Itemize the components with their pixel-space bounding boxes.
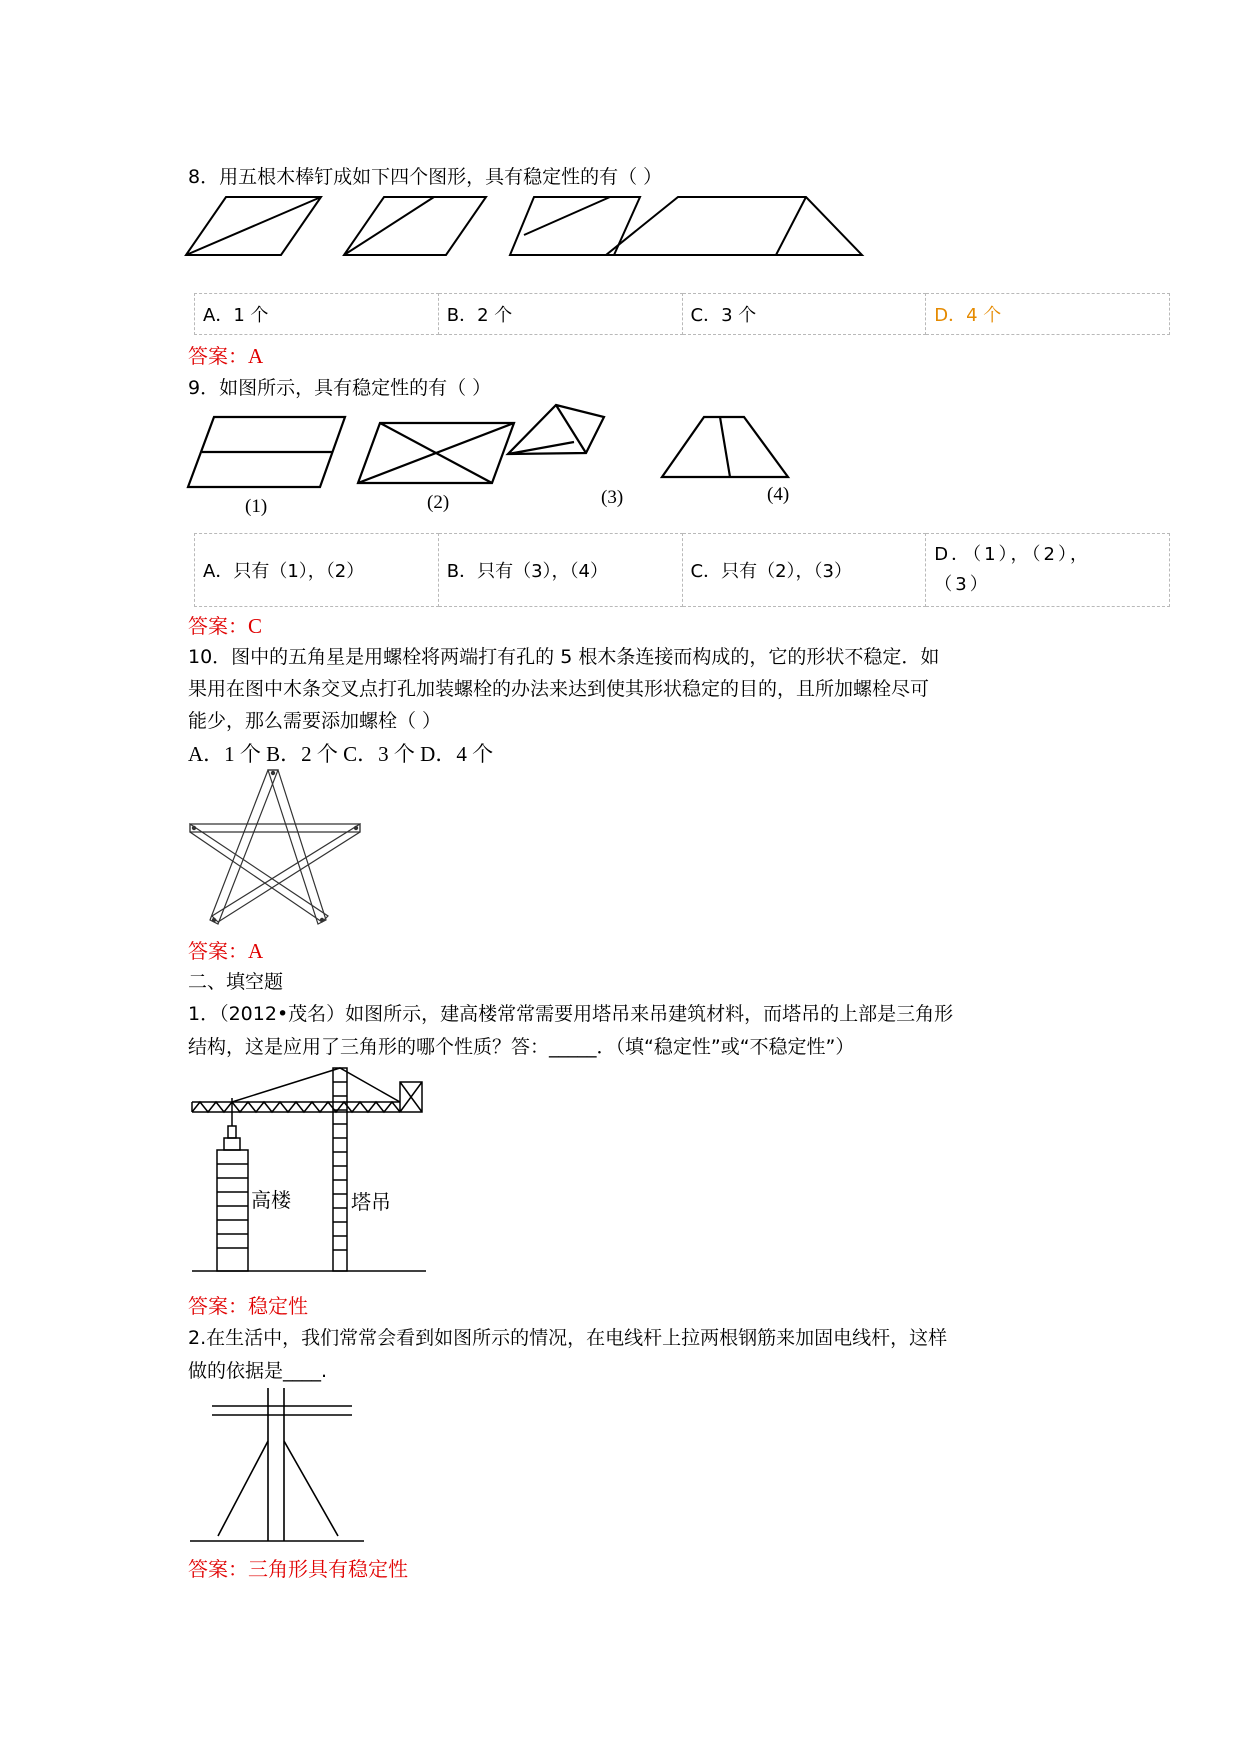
q9-answer xyxy=(188,610,262,642)
q8-figure-1 xyxy=(186,197,321,255)
q8-option-c[interactable]: C．3 个 xyxy=(682,294,926,335)
fill2-answer-label: 答案： xyxy=(188,1557,248,1581)
q9-figure-label-1: (1) xyxy=(245,496,268,517)
fill1-answer xyxy=(188,1290,308,1322)
q10-line-1: 10．图中的五角星是用螺栓将两端打有孔的 5 根木条连接而构成的，它的形状不稳定．如 xyxy=(188,646,940,668)
q9-figure-label-2: (2) xyxy=(427,492,450,513)
q9-figure-1 xyxy=(188,417,345,487)
fill1-answer-label: 答案： xyxy=(188,1294,248,1318)
q9-option-c[interactable]: C．只有（2），（3） xyxy=(682,534,926,607)
fill1-building-label: 高楼 xyxy=(251,1188,291,1212)
q8-answer xyxy=(188,340,263,372)
q10-line-2: 果用在图中木条交叉点打孔加装螺栓的办法来达到使其形状稳定的目的，且所加螺栓尽可 xyxy=(188,678,930,700)
q8-option-d[interactable]: D．4 个 xyxy=(926,294,1170,335)
fill2-answer-value: 三角形具有稳定性 xyxy=(248,1557,408,1581)
fill1-answer-value: 稳定性 xyxy=(248,1294,308,1318)
fill2-answer xyxy=(188,1553,408,1585)
q9-figure-4 xyxy=(662,417,788,477)
q9-figure-3 xyxy=(508,405,604,454)
q9-figure-label-4: (4) xyxy=(767,484,790,505)
q8-figure-4 xyxy=(606,197,862,255)
fill2-line-1: 2.在生活中，我们常常会看到如图所示的情况，在电线杆上拉两根钢筋来加固电线杆，这样 xyxy=(188,1327,948,1349)
fill2-line-2: 做的依据是____. xyxy=(188,1360,328,1382)
q8-figure-2 xyxy=(344,197,486,255)
q9-option-d-line1: D．（1），（2）， xyxy=(934,544,1092,565)
fill1-line-2: 结构，这是应用了三角形的哪个性质？答：_____．（填“稳定性”或“不稳定性”） xyxy=(188,1036,855,1058)
q8-option-a[interactable]: A．1 个 xyxy=(195,294,439,335)
q9-option-a[interactable]: A．只有（1），（2） xyxy=(195,534,439,607)
q9-option-d[interactable] xyxy=(926,534,1170,607)
fill1-crane-figure xyxy=(190,1068,430,1278)
q9-options-table xyxy=(194,533,1170,607)
q9-answer-label: 答案： xyxy=(188,614,248,638)
q8-figures xyxy=(186,193,866,261)
fill1-line-1: 1．（2012•茂名）如图所示，建高楼常常需要用塔吊来吊建筑材料，而塔吊的上部是三角形 xyxy=(188,1003,954,1025)
q9-figure-2 xyxy=(358,423,514,483)
q10-star-figure xyxy=(190,768,370,928)
q8-answer-value: A xyxy=(248,344,264,368)
fill2-pole-figure xyxy=(188,1386,368,1546)
section-title: 二、填空题 xyxy=(188,971,284,993)
q9-option-b[interactable]: B．只有（3），（4） xyxy=(438,534,682,607)
q10-choices: A．1 个 B．2 个 C．3 个 D．4 个 xyxy=(188,742,494,766)
q8-stem: 8．用五根木棒钉成如下四个图形，具有稳定性的有（ ） xyxy=(188,166,663,188)
q9-figures xyxy=(188,405,868,480)
q9-answer-value: C xyxy=(248,614,263,638)
fill1-crane-label: 塔吊 xyxy=(351,1190,391,1214)
q8-option-b[interactable]: B．2 个 xyxy=(438,294,682,335)
q10-answer xyxy=(188,935,263,967)
q8-figure-3 xyxy=(510,197,640,255)
q8-options-table xyxy=(194,293,1170,335)
q9-stem: 9．如图所示，具有稳定性的有（ ） xyxy=(188,377,492,399)
q10-answer-label: 答案： xyxy=(188,939,248,963)
q9-figure-label-3: (3) xyxy=(601,487,624,508)
q10-answer-value: A xyxy=(248,939,264,963)
q8-answer-label: 答案： xyxy=(188,344,248,368)
q10-line-3: 能少，那么需要添加螺栓（ ） xyxy=(188,710,442,732)
q9-option-d-line2: （3） xyxy=(934,574,991,595)
